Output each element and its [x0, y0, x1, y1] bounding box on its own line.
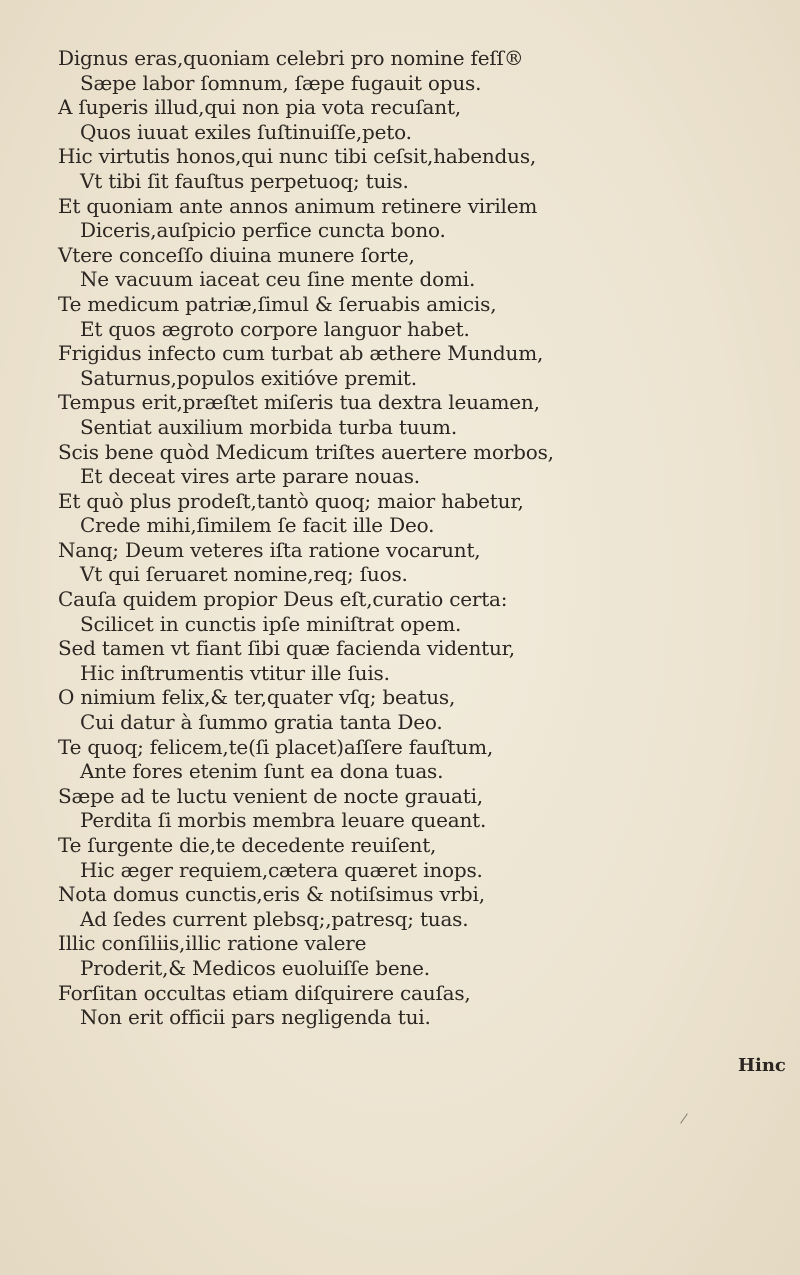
ink-mark: [680, 1113, 688, 1123]
poem-line: Saturnus,populos exitióve premit.: [80, 365, 417, 390]
poem-line: Ne vacuum iaceat ceu ſine mente domi.: [80, 267, 476, 292]
poem-line: Proderit,& Medicos euoluiſſe bene.: [80, 955, 430, 980]
poem-line: Hic æger requiem,cætera quæret inops.: [80, 857, 483, 882]
catchword: Hinc: [738, 1055, 786, 1076]
poem-line: Nanq; Deum veteres iſta ratione vocarunt,: [58, 537, 481, 562]
poem-line: Et quoniam ante annos animum retinere virilem: [58, 193, 538, 218]
poem-line: A ſuperis illud,qui non pia vota recuſant,: [58, 95, 461, 120]
poem-line: Dignus eras,quoniam celebri pro nomine feſſ®: [58, 46, 524, 70]
poem-line: Cauſa quidem propior Deus eſt,curatio certa:: [58, 587, 508, 612]
poem-line: Te medicum patriæ,ſimul & ſeruabis amicis,: [58, 291, 497, 316]
poem-line: Sentiat auxilium morbida turba tuum.: [80, 414, 457, 439]
poem-line: Forſitan occultas etiam diſquirere cauſas,: [58, 980, 471, 1005]
poem-line: Sed tamen vt fiant ſibi quæ facienda videntur,: [58, 636, 515, 661]
poem-line: Quos iuuat exiles ſuſtinuiſſe,peto.: [80, 119, 412, 144]
poem-line: Perdita ſi morbis membra leuare queant.: [80, 808, 487, 833]
poem-line: Et deceat vires arte parare nouas.: [80, 464, 420, 489]
poem-line: Frigidus infecto cum turbat ab æthere Mundum,: [58, 341, 544, 366]
poem-line: Crede mihi,ſimilem ſe facit ille Deo.: [80, 513, 435, 538]
poem-line: Vt qui ſeruaret nomine,req; ſuos.: [80, 562, 408, 587]
poem-line: Ante fores etenim ſunt ea dona tuas.: [80, 759, 444, 784]
poem-line: O nimium felix,& ter,quater vſq; beatus,: [58, 685, 456, 710]
poem-line: Sæpe ad te luctu venient de nocte grauati,: [58, 783, 483, 808]
poem-line: Vtere conceſſo diuina munere ſorte,: [58, 242, 415, 267]
poem-line: Te quoq; felicem,te(ſi placet)aſſere fauſtum,: [58, 734, 493, 759]
poem-line: Illic conſiliis,illic ratione valere: [58, 931, 367, 956]
poem-line: Nota domus cunctis,eris & notiſsimus vrbi,: [58, 882, 485, 907]
poem-line: Scilicet in cunctis ipſe miniſtrat opem.: [80, 611, 462, 636]
poem-line: Ad ſedes current plebsq;,patresq; tuas.: [80, 906, 469, 931]
poem-line: Hic inſtrumentis vtitur ille ſuis.: [80, 660, 390, 685]
poem-line: Non erit officii pars negligenda tui.: [80, 1005, 431, 1030]
poem-line: Vt tibi ſit fauſtus perpetuoq; tuis.: [80, 168, 409, 193]
poem-line: Cui datur à ſummo gratia tanta Deo.: [80, 710, 443, 735]
poem-line: Et quò plus prodeſt,tantò quoq; maior habetur,: [58, 488, 524, 513]
poem-line: Diceris,auſpicio perfice cuncta bono.: [80, 218, 446, 243]
poem-line: Et quos ægroto corpore languor habet.: [80, 316, 470, 341]
poem-text-block: [58, 46, 554, 1030]
poem-line: Te ſurgente die,te decedente reuiſent,: [58, 833, 437, 857]
poem-line: Sæpe labor ſomnum, ſæpe fugauit opus.: [80, 70, 482, 95]
poem-line: Scis bene quòd Medicum triſtes auertere morbos,: [58, 439, 554, 464]
poem-line: Hic virtutis honos,qui nunc tibi ceſsit,habendus,: [58, 144, 537, 169]
poem-line: Tempus erit,præſtet miſeris tua dextra leuamen,: [58, 390, 540, 415]
